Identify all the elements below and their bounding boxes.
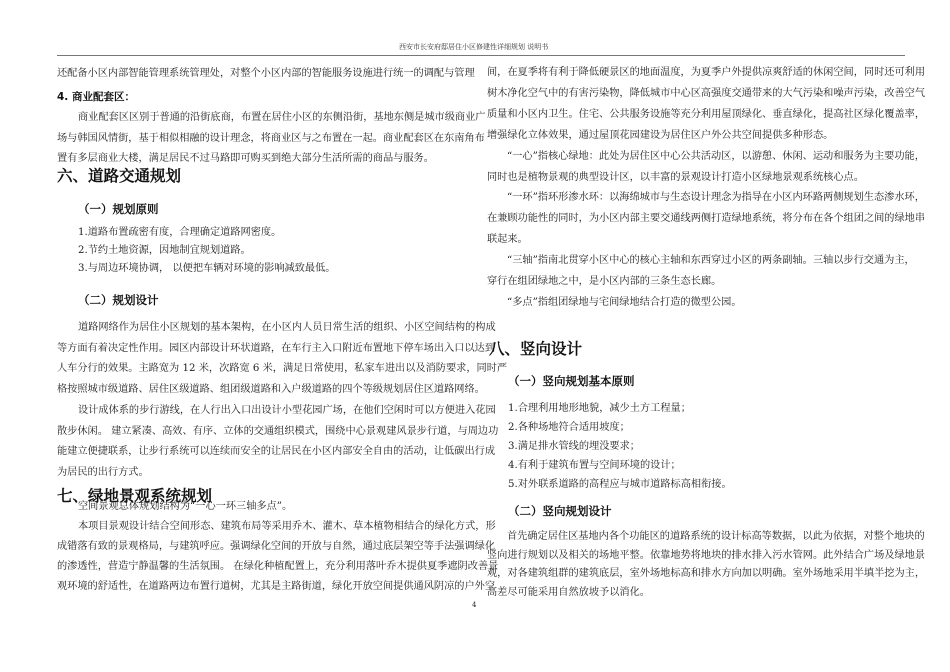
text-line: 人车分行的效果。主路宽为 12 米，次路宽 6 米，满足日常使用，私家车进出以及消防要求，同时严 bbox=[57, 363, 508, 375]
text-line: 商业配套区区别于普通的沿街底商，布置在居住小区的东侧沿街，基地东侧是城市级商业广 bbox=[78, 112, 486, 123]
list-item: 2.节约土地资源，因地制宜规划道路。 bbox=[78, 245, 251, 256]
text-line: “多点”指组团绿地与宅间绿地结合打造的微型公园。 bbox=[507, 296, 742, 308]
section-6-principles-list bbox=[57, 224, 470, 278]
text-line: 设计成体系的步行游线，在人行出入口出设计小型花园广场，在他们空闲时可以方便进入花园 bbox=[78, 404, 496, 416]
text-line: 同时也是植物景观的典型设计区，以丰富的景观设计打造小区绿地景观系统核心点。 bbox=[487, 171, 864, 183]
running-header: 西安市长安府邸居住小区修建性详细规划 说明书 bbox=[399, 43, 549, 51]
section-8-subtitle-2: （二）竖向规划设计 bbox=[508, 504, 612, 518]
section-6-paragraphs bbox=[57, 318, 508, 484]
text-line: “三轴”指南北贯穿小区中心的核心主轴和东西穿过小区的两条副轴。三轴以步行交通为主， bbox=[507, 255, 915, 267]
text-line: 还配备小区内部智能管理系统管理处，对整个小区内部的智能服务设施进行统一的调配与管理 bbox=[57, 68, 475, 79]
text-line: 树木净化空气中的有害污染物，降低城市中心区高强度交通带来的大气污染和噪声污染，改善空气 bbox=[487, 87, 926, 99]
text-line: 竖向进行规划以及相关的场地平整。依靠地势将地块的排水排入污水管网。此外结合广场及绿地景 bbox=[487, 549, 926, 561]
section-6-subtitle-1: （一）规划原则 bbox=[78, 202, 159, 216]
text-line: 间，在夏季将有利于降低硬景区的地面温度，为夏季户外提供凉爽舒适的休闲空间，同时还可利用 bbox=[487, 67, 926, 78]
section-7-title: 七、绿地景观系统规划 bbox=[57, 487, 213, 505]
text-line: 观，对各建筑组群的建筑底层，室外场地标高和排水方向加以明确。室外场地采用半填半挖为主， bbox=[487, 568, 926, 580]
text-line: 等方面有着决定性作用。园区内部设计环状道路，在车行主入口附近布置地下停车场出入口以达到 bbox=[57, 342, 496, 354]
text-line: 能建立便捷联系，让步行系统可以连续而安全的让居民在小区内部安全自由的活动，让低碳出行成 bbox=[57, 446, 496, 458]
text-line: “一心”指核心绿地：此处为居住区中心公共活动区，以游憩、休闲、运动和服务为主要功能， bbox=[507, 150, 925, 162]
page-number: 4 bbox=[472, 601, 477, 609]
list-item: 3.满足排水管线的埋没要求； bbox=[508, 441, 640, 452]
section-6-subtitle-2: （二）规划设计 bbox=[78, 293, 159, 307]
section-8-principles-list bbox=[487, 399, 905, 494]
text-line: 成错落有致的景观格局，与建筑呼应。强调绿化空间的开放与自然，通过底层架空等手法强调绿化 bbox=[57, 541, 496, 552]
section-7-paragraphs bbox=[57, 497, 499, 597]
text-line: 本项目景观设计结合空间形态、建筑布局等采用乔木、灌木、草本植物相结合的绿化方式，形 bbox=[78, 521, 496, 532]
landscape-paragraphs bbox=[487, 63, 926, 314]
commerce-heading: 4. 商业配套区： bbox=[57, 91, 135, 103]
section-8-title: 八、竖向设计 bbox=[489, 340, 583, 358]
section-8-subtitle-1: （一）竖向规划基本原则 bbox=[508, 374, 635, 388]
header-divider bbox=[57, 55, 905, 56]
section-6-title: 六、道路交通规划 bbox=[57, 167, 182, 185]
text-line: 在兼顾功能性的同时，为小区内部主要交通线两侧打造绿地系统，将分布在各个组团之间的绿地串 bbox=[487, 213, 926, 225]
text-line: 置有多层商业大楼，满足居民不过马路即可购买到绝大部分生活所需的商品与服务。 bbox=[57, 153, 434, 165]
section-8-paragraph bbox=[487, 528, 926, 603]
list-item: 3.与周边环境协调， 以便把车辆对环境的影响减致最低。 bbox=[78, 263, 336, 274]
text-line: 质量和小区内卫生。住宅、公共服务设施等充分利用屋顶绿化、垂直绿化，提高社区绿化覆盖率， bbox=[487, 108, 926, 120]
list-item: 5.对外联系道路的高程应与城市道路标高相衔接。 bbox=[508, 479, 732, 490]
text-line: “一环”指环形渗水环：以海绵城市与生态设计理念为指导在小区内环路两侧规划生态渗水环， bbox=[507, 192, 925, 204]
text-line: 穿行在组团绿地之中，是小区内部的三条生态长廊。 bbox=[487, 276, 722, 288]
list-item: 2.各种场地符合适用坡度； bbox=[508, 422, 630, 433]
text-line: 增强绿化立体效果，通过屋顶花园建设为居住区户外公共空间提供多种形态。 bbox=[487, 129, 834, 141]
text-line: 高差尽可能采用自然放坡予以消化。 bbox=[487, 587, 650, 599]
list-item: 1.合理利用地形地貌，减少土方工程量； bbox=[508, 403, 691, 414]
text-line: 场与韩国风情街，基于相似相融的设计理念，将商业区与之布置在一起。商业配套区在东南角布 bbox=[57, 132, 485, 144]
text-line: 联起来。 bbox=[487, 234, 528, 246]
text-line: 道路网络作为居住小区规划的基本架构，在小区内人员日常生活的组织、小区空间结构的构成 bbox=[78, 322, 496, 333]
list-item: 4.有利于建筑布置与空间环境的设计； bbox=[508, 460, 681, 471]
text-line: 格按照城市级道路、居住区级道路、组团级道路和入户级道路的四个等级规划居住区道路网络。 bbox=[57, 384, 485, 396]
text-line: 为居民的出行方式。 bbox=[57, 466, 149, 478]
text-line: 的渗透性，营造宁静温馨的生活氛围。 在绿化种植配置上，充分利用落叶乔木提供夏季遮阴改善景 bbox=[57, 561, 499, 572]
text-line: 散步休闲。 建立紧凑、高效、有序、立体的交通组织模式，围绕中心景观建风景步行道，与周边功 bbox=[57, 425, 499, 437]
commerce-paragraph bbox=[57, 108, 486, 170]
text-line: 空间景观总体规划结构为“一心一环三轴多点”。 bbox=[78, 501, 293, 512]
list-item: 1.道路布置疏密有度，合理确定道路网密度。 bbox=[78, 227, 282, 238]
continued-paragraph bbox=[57, 63, 475, 84]
text-line: 首先确定居住区基地内各个功能区的道路系统的设计标高等数据，以此为依据，对整个地块的 bbox=[507, 531, 925, 542]
text-line: 观环境的舒适性，在道路两边布置行道树，尤其是主路街道，绿化开放空间提供通风阴凉的户外空 bbox=[57, 581, 496, 592]
